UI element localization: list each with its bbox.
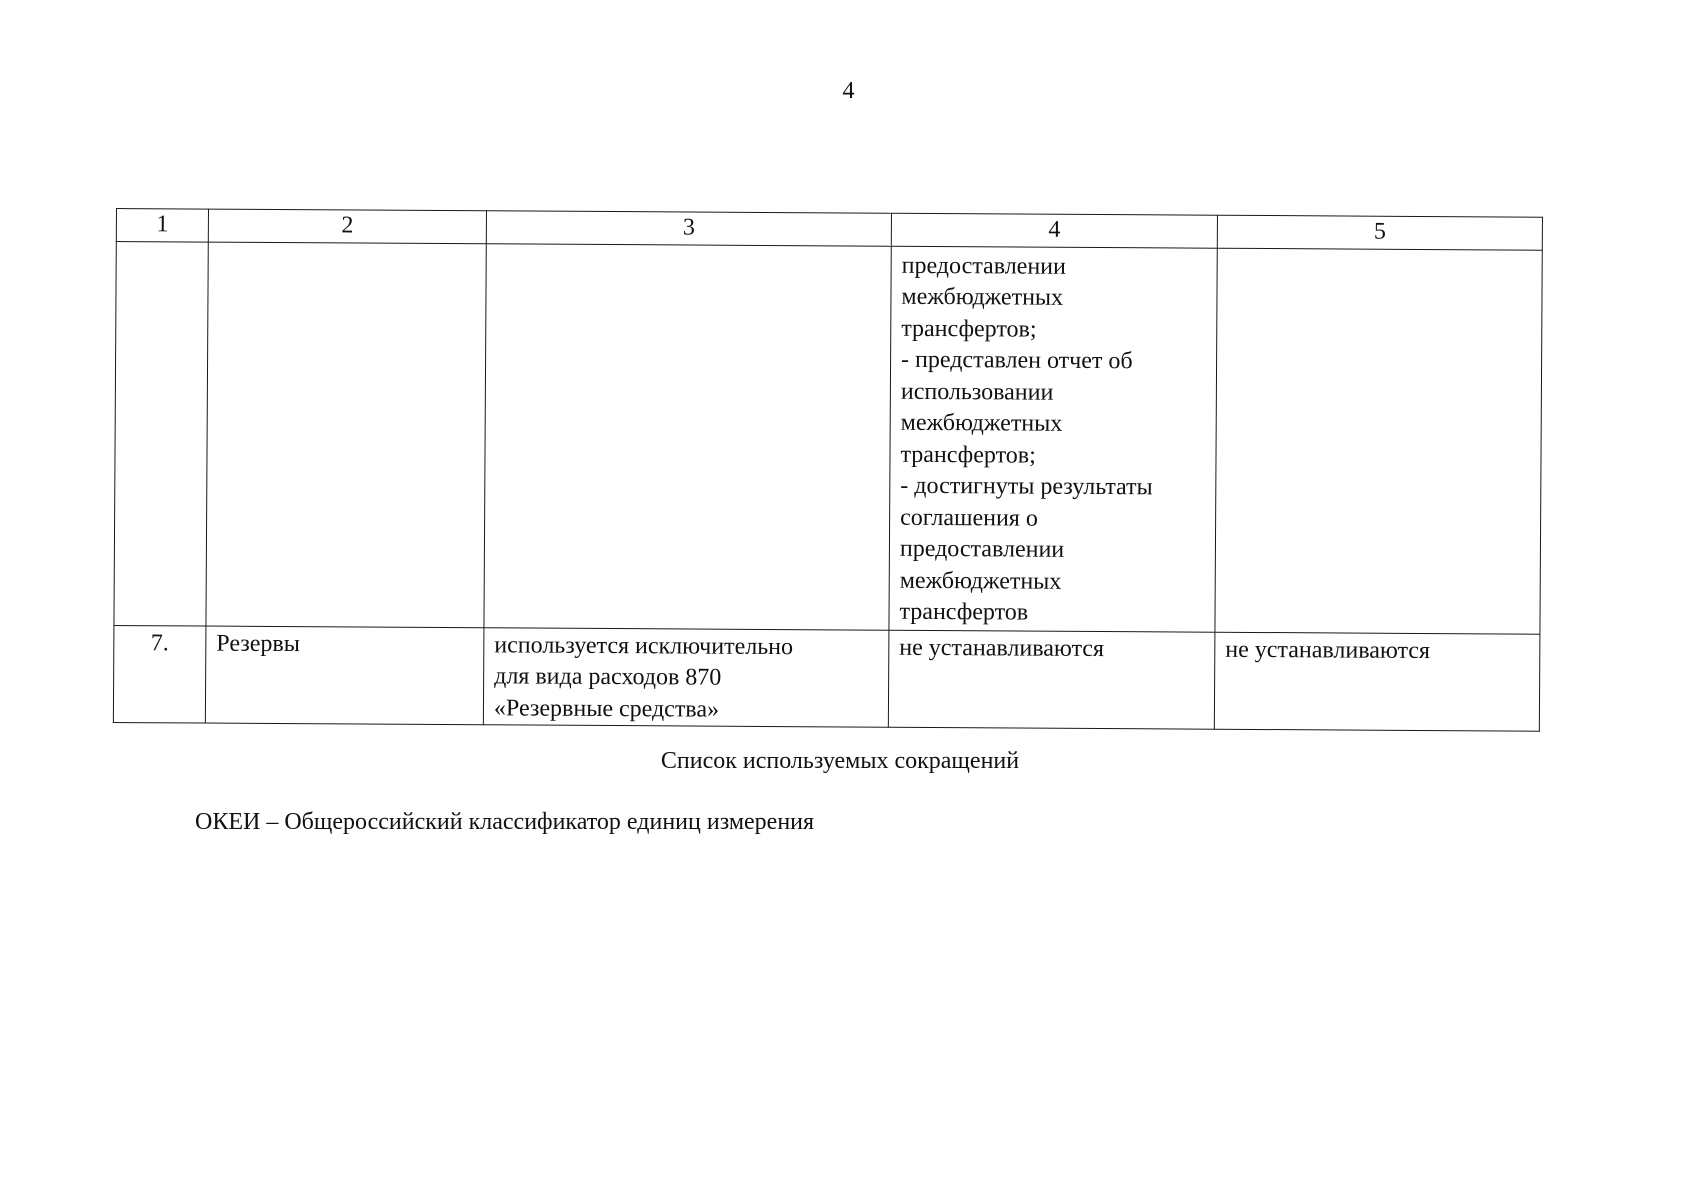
- cont-cell-1: [114, 241, 208, 626]
- row-col5: не устанавливаются: [1214, 632, 1540, 731]
- cell-line: использовании: [900, 378, 1054, 406]
- cell-line: межбюджетных: [900, 409, 1063, 437]
- header-col-2: 2: [208, 209, 486, 243]
- row-conditions: не устанавливаются: [888, 630, 1215, 729]
- abbreviations-title: Список используемых сокращений: [660, 748, 1020, 774]
- row-number: 7.: [113, 625, 206, 723]
- cont-cell-4-conditions: [889, 246, 1217, 632]
- cell-line: «Резервные средства»: [493, 694, 720, 723]
- abbreviation-item: ОКЕИ – Общероссийский классификатор единиц измерения: [195, 809, 815, 835]
- header-col-3: 3: [486, 211, 891, 246]
- header-col-1: 1: [116, 209, 208, 242]
- table-row-7: [113, 625, 1540, 731]
- cell-line: межбюджетных: [899, 567, 1062, 595]
- row-usage: [483, 627, 889, 727]
- cell-line: трансфертов: [899, 598, 1029, 626]
- cell-line: предоставлении: [901, 252, 1066, 280]
- cont-cell-2: [206, 242, 486, 628]
- header-col-5: 5: [1217, 215, 1542, 249]
- cell-line: трансфертов;: [901, 315, 1037, 343]
- header-col-4: 4: [891, 213, 1217, 247]
- cell-line: предоставлении: [899, 535, 1065, 563]
- requirements-table: [113, 208, 1543, 732]
- row-name: Резервы: [205, 626, 484, 725]
- cell-line: - достигнуты результаты: [900, 472, 1153, 501]
- cell-line: для вида расходов 870: [494, 663, 722, 691]
- cont-cell-3: [484, 243, 891, 629]
- cell-line: - представлен отчет об: [901, 346, 1133, 375]
- cell-line: соглашения о: [900, 504, 1038, 532]
- cont-cell-5: [1215, 248, 1542, 634]
- page-number: 4: [842, 78, 855, 104]
- cell-line: используется исключительно: [494, 631, 794, 660]
- cell-line: межбюджетных: [901, 283, 1064, 311]
- table-row-continuation: [114, 241, 1542, 634]
- cell-line: трансфертов;: [900, 441, 1036, 469]
